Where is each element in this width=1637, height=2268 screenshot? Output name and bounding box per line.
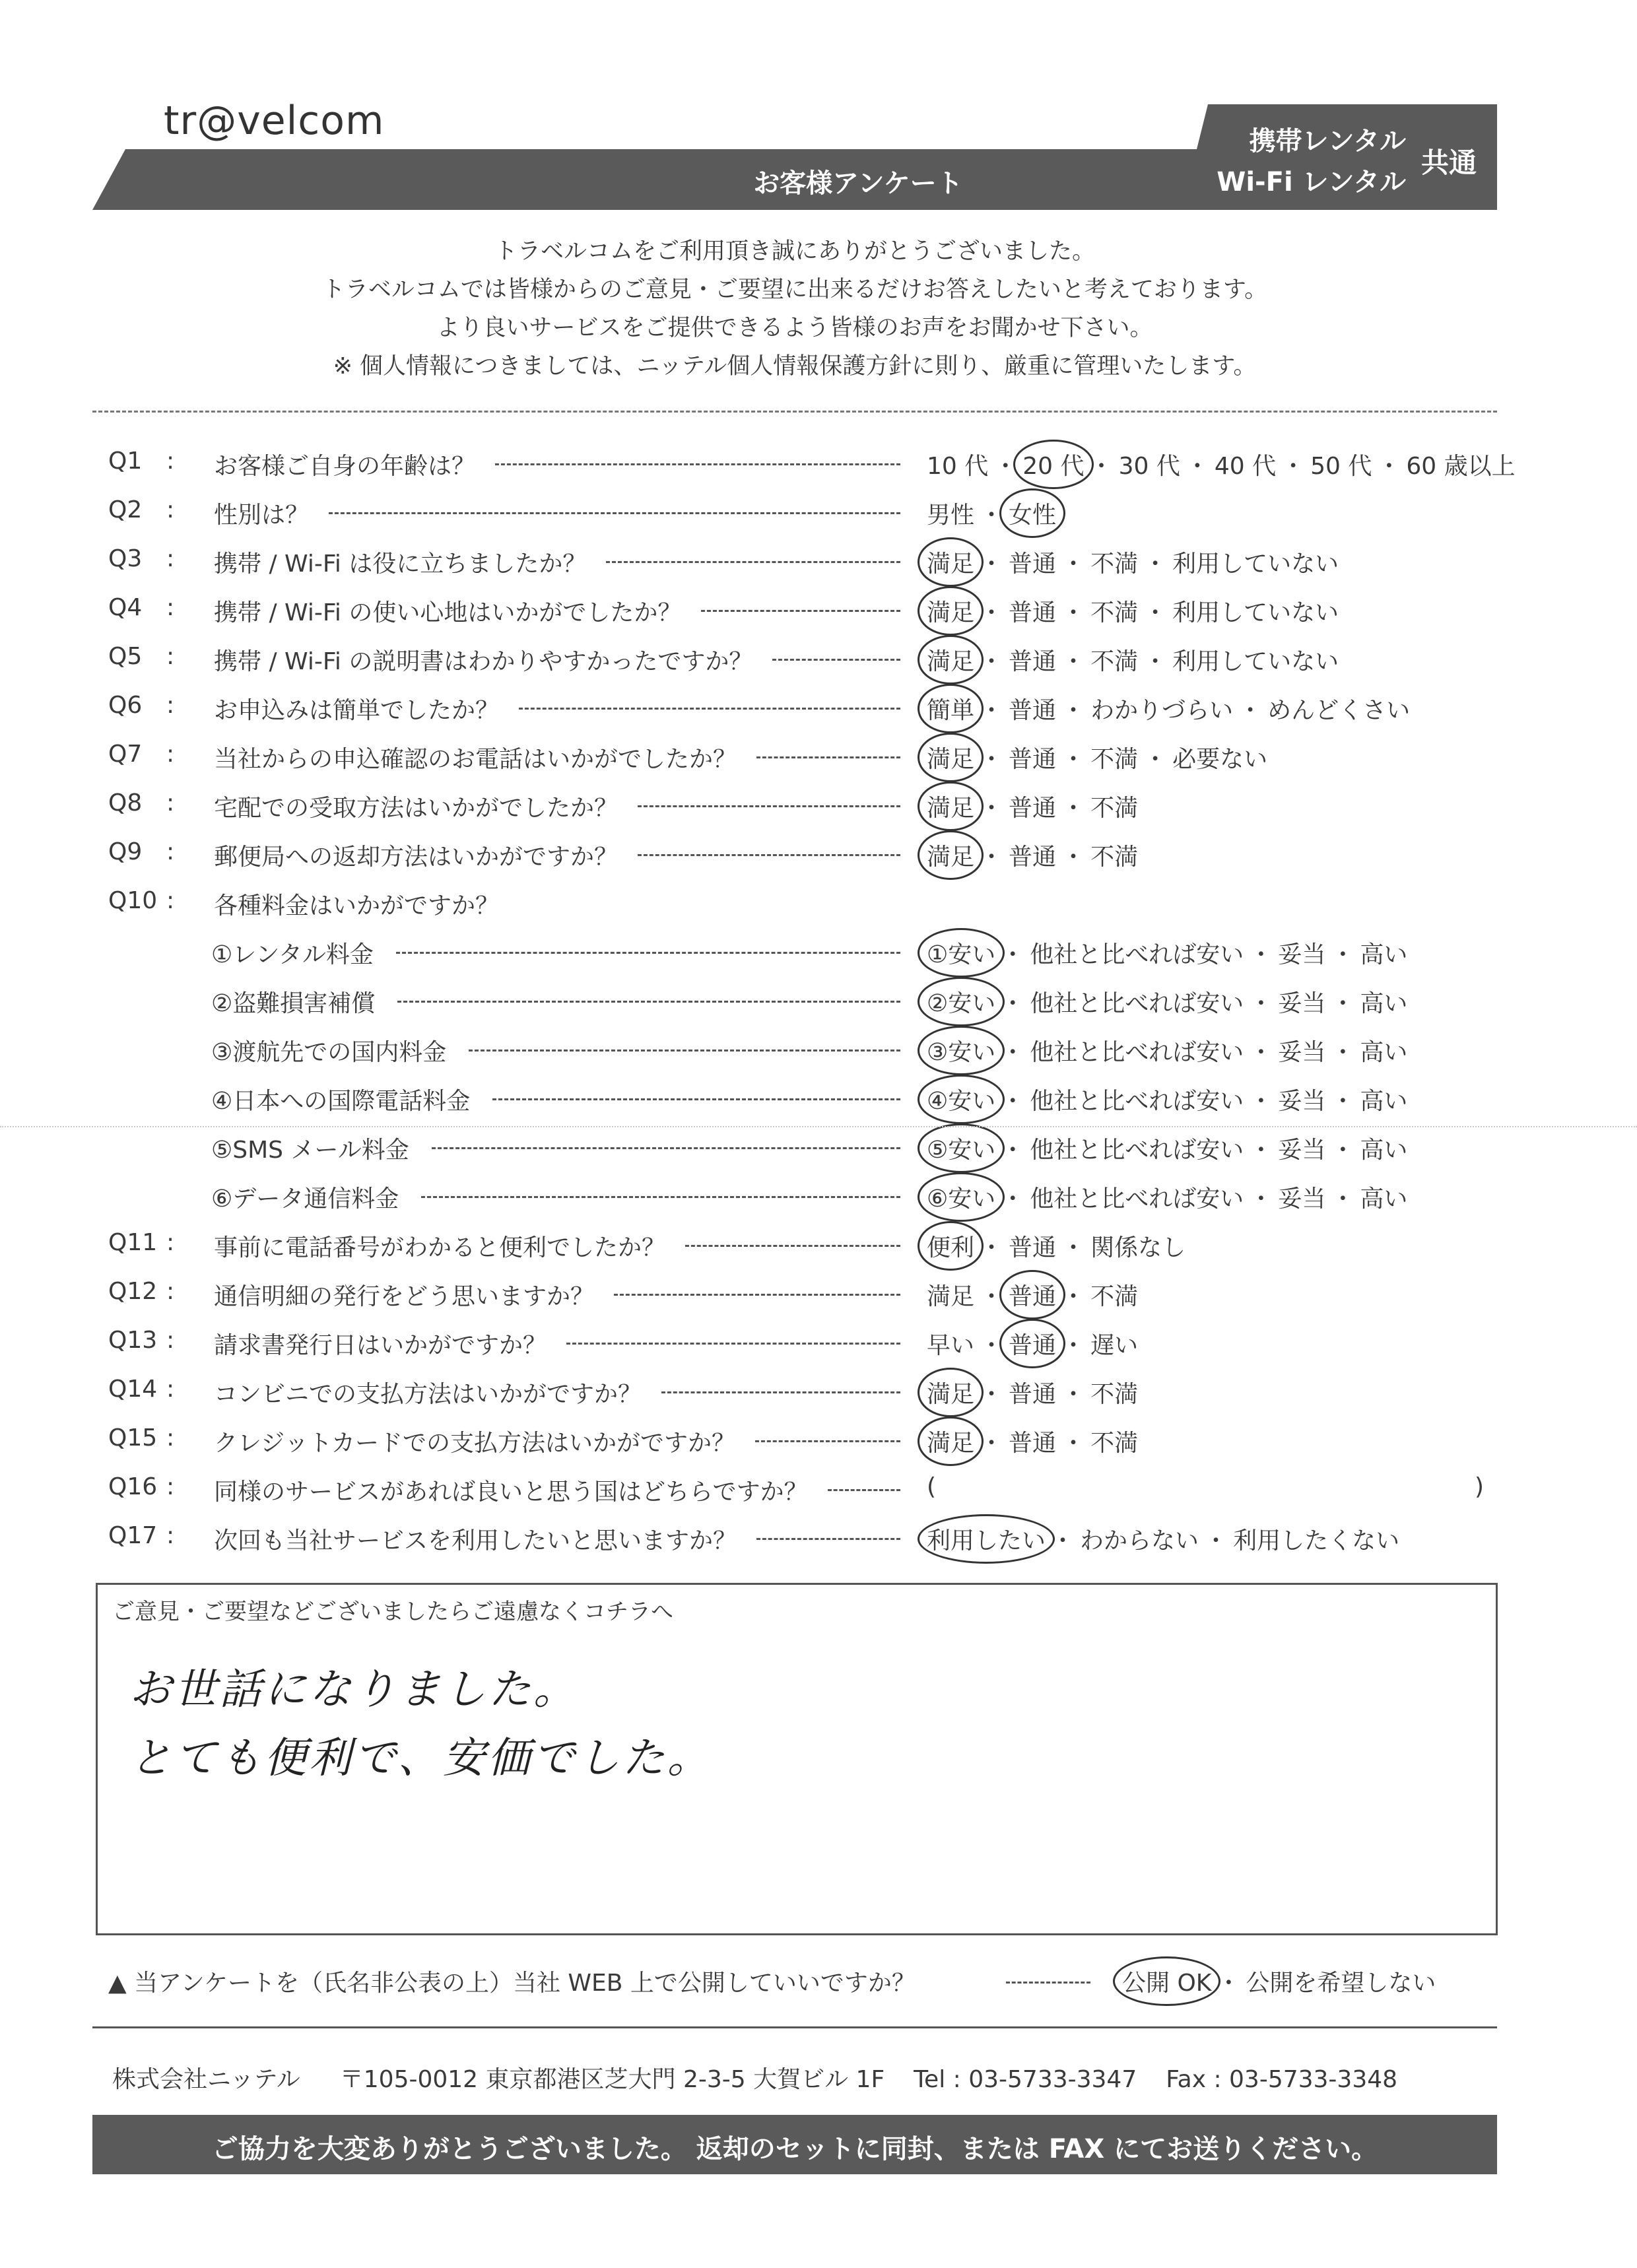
option-separator: ・ bbox=[1143, 648, 1168, 675]
comment-label: ご意見・ご要望などございましたらご遠慮なくコチラへ bbox=[112, 1599, 673, 1625]
paper-fold-line bbox=[0, 1126, 1637, 1127]
answer-option[interactable]: わかりづらい bbox=[1090, 697, 1234, 724]
answer-option-selected[interactable]: 普通 bbox=[1009, 1278, 1056, 1312]
dash-leader bbox=[606, 561, 900, 563]
answer-option[interactable]: 男性 bbox=[927, 502, 975, 529]
answer-option[interactable]: 妥当 bbox=[1278, 990, 1326, 1017]
question-row bbox=[108, 1415, 1508, 1464]
option-separator: ・ bbox=[1001, 1137, 1025, 1164]
question-number: Q17 bbox=[108, 1522, 158, 1549]
dash-leader bbox=[756, 1538, 900, 1540]
question-row bbox=[108, 683, 1508, 731]
option-separator: ・ bbox=[1001, 1185, 1025, 1213]
intro-text bbox=[92, 232, 1497, 385]
question-row bbox=[108, 536, 1508, 585]
question-row bbox=[108, 731, 1508, 780]
option-separator: ・ bbox=[980, 746, 1004, 773]
dash-leader bbox=[614, 1294, 900, 1296]
question-row bbox=[108, 1122, 1508, 1171]
answer-option[interactable]: 遅い bbox=[1090, 1332, 1139, 1359]
answer-option-selected[interactable]: 簡単 bbox=[927, 692, 974, 725]
answer-option[interactable]: 不満 bbox=[1090, 550, 1139, 578]
phone-rental-label: 携帯レンタル bbox=[1249, 126, 1406, 156]
answer-options bbox=[927, 1327, 1138, 1360]
option-separator: ・ bbox=[980, 1381, 1004, 1408]
option-separator: ・ bbox=[1061, 1234, 1086, 1261]
question-colon: : bbox=[166, 838, 175, 865]
question-number: Q3 bbox=[108, 545, 143, 572]
answer-option-selected[interactable]: 女性 bbox=[1009, 496, 1056, 530]
option-separator: ・ bbox=[1331, 941, 1355, 968]
question-colon: : bbox=[166, 1327, 175, 1354]
option-separator: ・ bbox=[980, 599, 1004, 626]
answer-option[interactable]: 不満 bbox=[1090, 599, 1139, 626]
question-row bbox=[108, 1073, 1508, 1122]
option-separator: ・ bbox=[1249, 1088, 1273, 1115]
answer-options bbox=[927, 1034, 1407, 1067]
answer-options bbox=[927, 692, 1410, 725]
question-text: 請求書発行日はいかがですか？ bbox=[214, 1332, 547, 1359]
question-colon: : bbox=[166, 448, 175, 475]
dash-leader bbox=[492, 1098, 900, 1100]
answer-options bbox=[927, 838, 1138, 872]
answer-option[interactable]: 利用していない bbox=[1172, 550, 1339, 578]
answer-option[interactable]: 普通 bbox=[1009, 1381, 1057, 1408]
dash-leader bbox=[519, 708, 900, 710]
question-number: Q9 bbox=[108, 838, 143, 865]
publish-question: ▲ 当アンケートを（氏名非公表の上）当社 WEB 上で公開していいですか？ bbox=[108, 1970, 916, 1997]
dash-leader bbox=[756, 756, 900, 758]
option-separator: ・ bbox=[1331, 1039, 1355, 1066]
option-separator: ・ bbox=[1061, 1430, 1086, 1457]
question-number: Q2 bbox=[108, 496, 143, 523]
answer-option[interactable]: 利用していない bbox=[1172, 599, 1339, 626]
answer-option-selected[interactable]: 満足 bbox=[927, 789, 974, 823]
answer-option[interactable]: 30 代 bbox=[1118, 453, 1180, 480]
answer-option[interactable]: 普通 bbox=[1009, 795, 1057, 822]
question-colon: : bbox=[166, 545, 175, 572]
option-separator: ・ bbox=[1061, 1381, 1086, 1408]
dash-leader bbox=[329, 512, 900, 514]
question-text: ③渡航先での国内料金 bbox=[211, 1039, 447, 1066]
dash-leader bbox=[701, 610, 900, 612]
option-separator: ・ bbox=[1331, 990, 1355, 1017]
answer-option-selected[interactable]: 普通 bbox=[1009, 1327, 1056, 1360]
question-number: Q13 bbox=[108, 1327, 158, 1354]
question-row bbox=[108, 1220, 1508, 1269]
answer-option[interactable]: 高い bbox=[1360, 941, 1408, 968]
option-separator: ・ bbox=[1061, 746, 1086, 773]
survey-title: お客様アンケート bbox=[753, 168, 963, 199]
answer-option[interactable]: 満足 bbox=[927, 1283, 975, 1310]
answer-options bbox=[927, 789, 1138, 823]
question-row bbox=[108, 1171, 1508, 1220]
answer-option-selected[interactable]: 便利 bbox=[927, 1229, 974, 1263]
question-colon: : bbox=[166, 887, 175, 914]
question-number: Q12 bbox=[108, 1278, 158, 1305]
answer-option-selected[interactable]: 満足 bbox=[927, 1424, 974, 1458]
question-row bbox=[108, 780, 1508, 829]
handwritten-comment-line: とても便利で、安価でした。 bbox=[129, 1734, 712, 1783]
question-row bbox=[108, 1024, 1508, 1073]
question-text: ②盗難損害補償 bbox=[211, 990, 376, 1017]
intro-line: トラベルコムをご利用頂き誠にありがとうございました。 bbox=[494, 238, 1095, 265]
answer-options bbox=[927, 448, 1516, 481]
question-row bbox=[108, 634, 1508, 683]
option-separator: ・ bbox=[1281, 453, 1306, 480]
question-colon: : bbox=[166, 1522, 175, 1549]
option-separator: ・ bbox=[1249, 1137, 1273, 1164]
answer-option[interactable]: 他社と比べれば安い bbox=[1030, 941, 1244, 968]
answer-option-selected[interactable]: 20 代 bbox=[1022, 448, 1084, 481]
answer-options bbox=[927, 1180, 1407, 1214]
answer-option[interactable]: めんどくさい bbox=[1267, 697, 1411, 724]
question-row bbox=[108, 1366, 1508, 1415]
question-number: Q11 bbox=[108, 1229, 158, 1256]
option-separator: ・ bbox=[1051, 1527, 1075, 1554]
footer-message: ご協力を大変ありがとうございました。 返却のセットに同封、または FAX にてお送りください。 bbox=[211, 2134, 1378, 2164]
dash-leader bbox=[638, 854, 900, 856]
question-colon: : bbox=[166, 1473, 175, 1500]
answer-options bbox=[927, 1376, 1138, 1409]
option-separator: ・ bbox=[980, 1430, 1004, 1457]
question-row bbox=[108, 1269, 1508, 1317]
answer-options bbox=[927, 594, 1339, 628]
answer-option[interactable]: 普通 bbox=[1009, 550, 1057, 578]
question-colon: : bbox=[166, 496, 175, 523]
question-text: 同様のサービスがあれば良いと思う国はどちらですか？ bbox=[214, 1479, 808, 1506]
option-separator: ・ bbox=[1204, 1527, 1228, 1554]
question-text: 郵便局への返却方法はいかがですか？ bbox=[214, 844, 618, 871]
answer-option[interactable]: 不満 bbox=[1090, 795, 1139, 822]
question-number: Q4 bbox=[108, 594, 143, 621]
question-row bbox=[108, 829, 1508, 878]
dash-leader bbox=[421, 1196, 900, 1198]
question-colon: : bbox=[166, 1424, 175, 1451]
option-separator: ・ bbox=[1061, 550, 1086, 578]
answer-option[interactable]: 高い bbox=[1360, 1185, 1408, 1213]
answer-option[interactable]: 関係なし bbox=[1090, 1234, 1186, 1261]
intro-line: ※ 個人情報につきましては、ニッテル個人情報保護方針に則り、厳重に管理いたします。 bbox=[333, 353, 1257, 380]
answer-option[interactable]: 妥当 bbox=[1278, 941, 1326, 968]
answer-option[interactable]: 利用していない bbox=[1172, 648, 1339, 675]
option-separator: ・ bbox=[1377, 453, 1401, 480]
answer-option[interactable]: 10 代 bbox=[927, 453, 989, 480]
question-number: Q8 bbox=[108, 789, 143, 817]
option-separator: ・ bbox=[980, 502, 1004, 529]
option-separator: ・ bbox=[980, 844, 1004, 871]
answer-option[interactable]: 高い bbox=[1360, 1039, 1408, 1066]
answer-option[interactable]: 他社と比べれば安い bbox=[1030, 1137, 1244, 1164]
answer-option[interactable]: 他社と比べれば安い bbox=[1030, 1039, 1244, 1066]
answer-option[interactable]: 不満 bbox=[1090, 1430, 1139, 1457]
question-text: 事前に電話番号がわかると便利でしたか？ bbox=[214, 1234, 666, 1261]
dash-leader bbox=[469, 1050, 900, 1051]
answer-option-selected[interactable]: 満足 bbox=[927, 741, 974, 774]
company-name: 株式会社ニッテル bbox=[112, 2066, 300, 2093]
question-row bbox=[108, 1513, 1508, 1562]
option-separator: ・ bbox=[980, 550, 1004, 578]
intro-divider bbox=[92, 411, 1497, 413]
answer-options bbox=[927, 545, 1339, 579]
question-row bbox=[108, 976, 1508, 1024]
option-separator: ・ bbox=[1185, 453, 1209, 480]
answer-option[interactable]: 50 代 bbox=[1310, 453, 1372, 480]
question-number: Q6 bbox=[108, 692, 143, 719]
answer-option-selected[interactable]: 満足 bbox=[927, 643, 974, 677]
question-text: お客様ご自身の年齢は？ bbox=[214, 453, 476, 480]
question-colon: : bbox=[166, 1229, 175, 1256]
answer-option[interactable]: 早い bbox=[927, 1332, 975, 1359]
answer-options bbox=[927, 1424, 1138, 1458]
answer-option[interactable]: 普通 bbox=[1009, 746, 1057, 773]
answer-options bbox=[927, 643, 1339, 677]
answer-option[interactable]: 不満 bbox=[1090, 1381, 1139, 1408]
question-text: 携帯 / Wi-Fi の説明書はわかりやすかったですか？ bbox=[214, 648, 753, 675]
option-separator: ・ bbox=[1249, 1039, 1273, 1066]
company-postal-address: 〒105-0012 東京都港区芝大門 2-3-5 大賀ビル 1F bbox=[339, 2066, 885, 2093]
answer-options bbox=[927, 1229, 1186, 1263]
question-text: 携帯 / Wi-Fi は役に立ちましたか？ bbox=[214, 550, 587, 578]
answer-option[interactable]: 利用したくない bbox=[1233, 1527, 1400, 1554]
question-text: ①レンタル料金 bbox=[211, 941, 374, 968]
option-separator: ・ bbox=[1061, 697, 1086, 724]
question-number: Q10 bbox=[108, 887, 158, 914]
option-separator: ・ bbox=[993, 453, 1018, 480]
question-text: 通信明細の発行をどう思いますか？ bbox=[214, 1283, 595, 1310]
dash-leader bbox=[495, 463, 900, 465]
intro-line: トラベルコムでは皆様からのご意見・ご要望に出来るだけお答えしたいと考えております。 bbox=[321, 277, 1268, 303]
question-text: お申込みは簡単でしたか？ bbox=[214, 697, 500, 724]
question-row bbox=[108, 585, 1508, 634]
question-colon: : bbox=[166, 1376, 175, 1403]
option-separator: ・ bbox=[980, 1234, 1004, 1261]
answer-option[interactable]: 妥当 bbox=[1278, 1185, 1326, 1213]
answer-option[interactable]: 妥当 bbox=[1278, 1039, 1326, 1066]
option-separator: ・ bbox=[1331, 1088, 1355, 1115]
question-row bbox=[108, 878, 1508, 927]
answer-option[interactable]: 普通 bbox=[1009, 1430, 1057, 1457]
option-separator: ・ bbox=[980, 697, 1004, 724]
option-separator: ・ bbox=[1331, 1185, 1355, 1213]
footer-divider bbox=[92, 2026, 1497, 2028]
question-number: Q5 bbox=[108, 643, 143, 670]
option-separator: ・ bbox=[1061, 844, 1086, 871]
answer-option[interactable]: 他社と比べれば安い bbox=[1030, 1088, 1244, 1115]
dash-leader bbox=[638, 805, 900, 807]
company-address bbox=[112, 2061, 1498, 2094]
common-label: 共通 bbox=[1420, 147, 1477, 179]
answer-option-selected[interactable]: 利用したい bbox=[927, 1522, 1046, 1556]
option-separator: ・ bbox=[1001, 941, 1025, 968]
answer-option[interactable]: 普通 bbox=[1009, 599, 1057, 626]
question-number: Q7 bbox=[108, 741, 143, 768]
option-separator: ・ bbox=[1061, 795, 1086, 822]
wifi-rental-label: Wi-Fi レンタル bbox=[1217, 167, 1406, 197]
question-number: Q16 bbox=[108, 1473, 158, 1500]
company-tel: Tel : 03-5733-3347 bbox=[914, 2066, 1137, 2093]
answer-option[interactable]: わからない bbox=[1080, 1527, 1199, 1554]
publish-options bbox=[1122, 1964, 1436, 1998]
answer-paren-close: ) bbox=[1475, 1473, 1485, 1500]
dash-leader bbox=[755, 1440, 900, 1442]
handwritten-comment-line: お世話になりました。 bbox=[129, 1665, 578, 1714]
option-separator: ・ bbox=[1143, 599, 1168, 626]
option-separator: ・ bbox=[980, 795, 1004, 822]
answer-paren-open: ( bbox=[927, 1473, 937, 1500]
question-colon: : bbox=[166, 692, 175, 719]
question-text: ④日本への国際電話料金 bbox=[211, 1088, 471, 1115]
question-row bbox=[108, 487, 1508, 536]
option-separator: ・ bbox=[980, 648, 1004, 675]
answer-option[interactable]: 普通 bbox=[1009, 697, 1057, 724]
answer-option-selected[interactable]: 満足 bbox=[927, 545, 974, 579]
option-separator: ・ bbox=[1001, 1088, 1025, 1115]
question-text: 携帯 / Wi-Fi の使い心地はいかがでしたか？ bbox=[214, 599, 682, 626]
option-separator: ・ bbox=[1249, 941, 1273, 968]
answer-option-selected[interactable]: ②安い bbox=[927, 985, 995, 1018]
question-row bbox=[108, 1317, 1508, 1366]
dash-leader bbox=[772, 659, 900, 661]
question-text: 当社からの申込確認のお電話はいかがでしたか？ bbox=[214, 746, 737, 773]
answer-options bbox=[927, 1522, 1399, 1556]
answer-option[interactable]: 不満 bbox=[1090, 1283, 1139, 1310]
question-row bbox=[108, 927, 1508, 976]
question-text: 宅配での受取方法はいかがでしたか？ bbox=[214, 795, 618, 822]
answer-options bbox=[927, 985, 1407, 1018]
answer-option-selected[interactable]: ⑤安い bbox=[927, 1131, 995, 1165]
answer-option[interactable]: 普通 bbox=[1009, 1234, 1057, 1261]
option-separator: ・ bbox=[1001, 990, 1025, 1017]
answer-option[interactable]: 60 歳以上 bbox=[1406, 453, 1516, 480]
question-colon: : bbox=[166, 1278, 175, 1305]
option-separator: ・ bbox=[980, 1332, 1004, 1359]
answer-option[interactable]: 妥当 bbox=[1278, 1088, 1326, 1115]
question-number: Q15 bbox=[108, 1424, 158, 1451]
intro-line: より良いサービスをご提供できるよう皆様のお声をお聞かせ下さい。 bbox=[436, 315, 1153, 341]
dash-leader bbox=[432, 1147, 900, 1149]
dash-leader bbox=[1006, 1982, 1090, 1984]
answer-options bbox=[927, 1083, 1407, 1116]
question-row bbox=[108, 1464, 1508, 1513]
question-colon: : bbox=[166, 594, 175, 621]
option-separator: ・ bbox=[1089, 453, 1114, 480]
answer-options bbox=[927, 496, 1056, 530]
answer-options bbox=[927, 936, 1407, 970]
option-separator: ・ bbox=[980, 1283, 1004, 1310]
question-text: 次回も当社サービスを利用したいと思いますか？ bbox=[214, 1527, 737, 1554]
question-text: 各種料金はいかがですか？ bbox=[214, 892, 500, 919]
question-text: コンビニでの支払方法はいかがですか？ bbox=[214, 1381, 642, 1408]
answer-option[interactable]: 普通 bbox=[1009, 844, 1057, 871]
dash-leader bbox=[566, 1343, 900, 1345]
question-number: Q1 bbox=[108, 448, 143, 475]
answer-options bbox=[927, 1278, 1138, 1312]
question-row bbox=[108, 438, 1516, 487]
option-separator: ・ bbox=[1061, 1283, 1086, 1310]
answer-option-selected[interactable]: 満足 bbox=[927, 594, 974, 628]
option-separator: ・ bbox=[1238, 697, 1263, 724]
option-separator: ・ bbox=[1331, 1137, 1355, 1164]
option-separator: ・ bbox=[1061, 648, 1086, 675]
dash-leader bbox=[661, 1391, 900, 1393]
question-number: Q14 bbox=[108, 1376, 158, 1403]
option-separator: ・ bbox=[1143, 746, 1168, 773]
option-separator: ・ bbox=[1061, 599, 1086, 626]
answer-option[interactable]: 他社と比べれば安い bbox=[1030, 1185, 1244, 1213]
question-text: ⑤SMS メール料金 bbox=[211, 1137, 409, 1164]
question-text: クレジットカードでの支払方法はいかがですか？ bbox=[214, 1430, 736, 1457]
answer-option[interactable]: 他社と比べれば安い bbox=[1030, 990, 1244, 1017]
question-colon: : bbox=[166, 741, 175, 768]
answer-option[interactable]: 妥当 bbox=[1278, 1137, 1326, 1164]
answer-option[interactable]: 不満 bbox=[1090, 746, 1139, 773]
publish-option-no[interactable]: 公開を希望しない bbox=[1246, 1970, 1436, 1997]
answer-option-selected[interactable]: 満足 bbox=[927, 838, 974, 872]
answer-option-selected[interactable]: ③安い bbox=[927, 1034, 995, 1067]
answer-option-selected[interactable]: ④安い bbox=[927, 1083, 995, 1116]
answer-options bbox=[927, 1131, 1407, 1165]
dash-leader bbox=[397, 1001, 900, 1003]
answer-option-selected[interactable]: 満足 bbox=[927, 1376, 974, 1409]
question-text: 性別は？ bbox=[214, 502, 310, 529]
dash-leader bbox=[828, 1489, 900, 1491]
answer-option[interactable]: 必要ない bbox=[1172, 746, 1268, 773]
answer-option[interactable]: 高い bbox=[1360, 1137, 1408, 1164]
country-answer-field[interactable] bbox=[947, 1469, 1448, 1502]
answer-option[interactable]: 高い bbox=[1360, 1088, 1408, 1115]
company-fax: Fax : 03-5733-3348 bbox=[1166, 2066, 1398, 2093]
dash-leader bbox=[685, 1245, 900, 1247]
question-colon: : bbox=[166, 643, 175, 670]
publish-option-ok[interactable]: 公開 OK bbox=[1122, 1964, 1211, 1998]
answer-option[interactable]: 高い bbox=[1360, 990, 1408, 1017]
answer-option[interactable]: 不満 bbox=[1090, 648, 1139, 675]
answer-option-selected[interactable]: ①安い bbox=[927, 936, 995, 970]
option-separator: ・ bbox=[1061, 1332, 1086, 1359]
question-colon: : bbox=[166, 789, 175, 817]
answer-option[interactable]: 40 代 bbox=[1214, 453, 1277, 480]
answer-option[interactable]: 普通 bbox=[1009, 648, 1057, 675]
dash-leader bbox=[396, 952, 900, 954]
option-separator: ・ bbox=[1217, 1970, 1241, 1997]
option-separator: ・ bbox=[1001, 1039, 1025, 1066]
answer-option[interactable]: 不満 bbox=[1090, 844, 1139, 871]
option-separator: ・ bbox=[1249, 1185, 1273, 1213]
answer-options bbox=[927, 741, 1267, 774]
option-separator: ・ bbox=[1143, 550, 1168, 578]
option-separator: ・ bbox=[1249, 990, 1273, 1017]
travelcom-logo: tr@velcom bbox=[164, 98, 385, 144]
question-text: ⑥データ通信料金 bbox=[211, 1185, 399, 1213]
answer-option-selected[interactable]: ⑥安い bbox=[927, 1180, 995, 1214]
